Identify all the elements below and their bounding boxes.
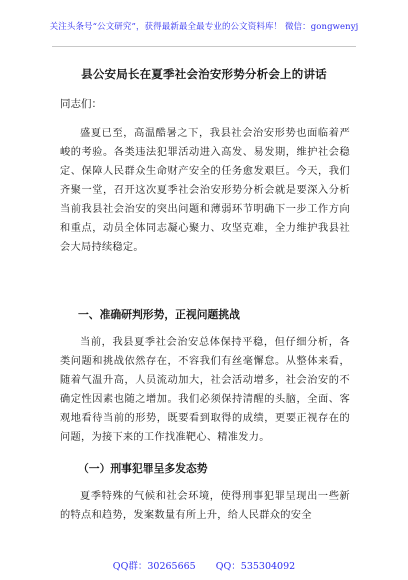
paragraph-situation: 当前，我县夏季社会治安总体保持平稳，但仔细分析，各类问题和挑战依然存在，不容我们有丝毫懈怠。从整体来看，随着气温升高，人员流动加大，社会活动增多，社会治安的不确定性因素也随之增加。我们必须保持清醒的头脑，全面、客观地看待当前的形势，既要看到取得的成绩，更要正视存在的问题，为接下来的工作找准靶心、精准发力。 xyxy=(60,337,350,443)
header-divider xyxy=(52,46,356,47)
header-promo-banner[interactable]: 关注头条号“公文研究”，获得最新最全最专业的公文资料库！ 微信：gongwenyj xyxy=(49,22,359,32)
document-title: 县公安局长在夏季社会治安形势分析会上的讲话 xyxy=(81,67,327,81)
salutation: 同志们： xyxy=(60,98,102,110)
footer-qq-group[interactable]: QQ群：30265665 xyxy=(112,561,196,572)
paragraph-crime: 夏季特殊的气候和社会环境，使得刑事犯罪呈现出一些新的特点和趋势，发案数量有所上升，给人民群众的安全 xyxy=(60,491,350,521)
section-heading-1: 一、准确研判形势，正视问题挑战 xyxy=(78,308,240,321)
paragraph-intro: 盛夏已至，高温酷暑之下，我县社会治安形势也面临着严峻的考验。各类违法犯罪活动进入高发、易发期，维护社会稳定、保障人民群众生命财产安全的任务愈发艰巨。今天，我们齐聚一堂，召开这次夏季社会治安形势分析会就是要深入分析当前我县社会治安的突出问题和薄弱环节明确下一步工作方向和重点，动员全体同志凝心聚力、攻坚克难，全力维护我县社会大局持续稳定。 xyxy=(60,128,350,253)
subsection-heading-1: （一）刑事犯罪呈多发态势 xyxy=(78,462,208,475)
footer-contact xyxy=(0,558,408,572)
footer-qq[interactable]: QQ：535304092 xyxy=(215,561,296,572)
